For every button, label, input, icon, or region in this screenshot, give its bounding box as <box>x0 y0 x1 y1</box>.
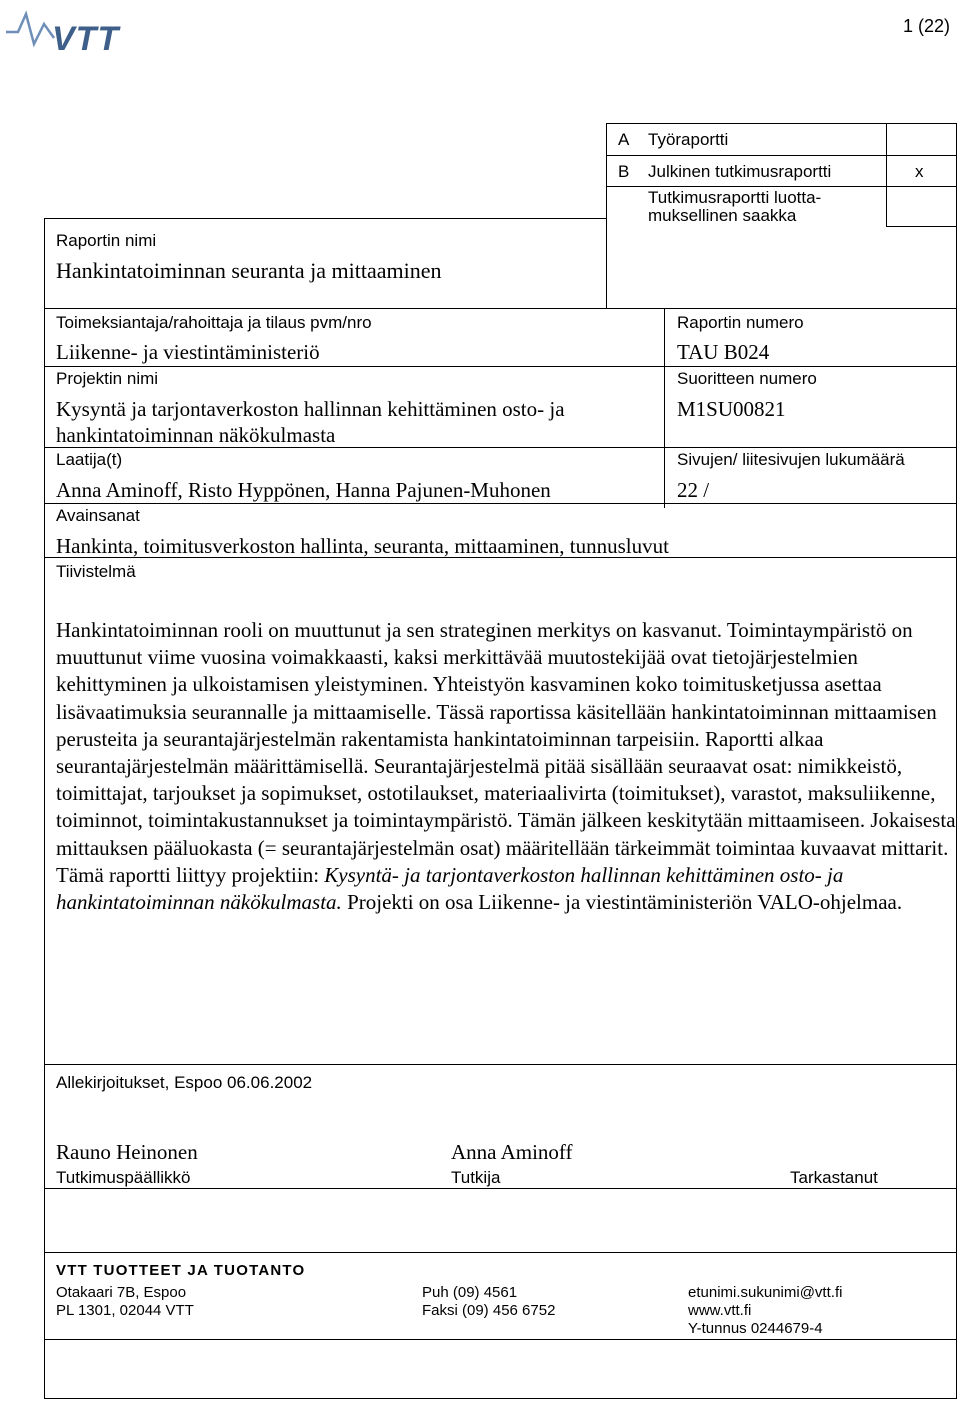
signer3-title: Tarkastanut <box>790 1168 878 1187</box>
abstract-text <box>56 617 956 916</box>
report-type-a-letter: A <box>618 130 630 149</box>
abstract-project-title: Kysyntä- ja tarjontaverkoston hallinnan kehittäminen osto- ja hankintatoiminnan näkökulmasta. <box>56 862 844 915</box>
report-name-value: Hankintatoiminnan seuranta ja mittaaminen <box>56 258 442 283</box>
client-label: Toimeksiantaja/rahoittaja ja tilaus pvm/nro <box>56 313 372 332</box>
report-type-c-label-line2: muksellinen saakka <box>648 206 797 225</box>
report-name-label: Raportin nimi <box>56 231 157 250</box>
abstract-text-main: Hankintatoiminnan rooli on muuttunut ja sen strateginen merkitys on kasvanut. Toimintaympäristö on muuttunut viime vuosina voimakkaasti, kaksi merkittävää muutostekijää ovat tietojärjestelmien kehittyminen ja ulkoistamisen yleistyminen. Yhteistyön kasvaminen koko toimitusketjussa asettaa lisävaatimuksia seurannalle ja mittaamiselle. Tässä raportissa käsitellään hankintatoiminnan mittaamisen perusteita ja seurantajärjestelmän rakentamista hankintatoiminnan tarpeisiin. Raportti alkaa seurantajärjestelmän määrittämisellä. Seurantajärjestelmä pitää sisällään seuraavat osat: nimikkeistö, toimittajat, tarjoukset ja sopimukset, ostotilaukset, materiaalivirta (toimitukset), varastot, maksuliikenne, toiminnot, toimintakustannukset ja toimintaympäristö. Tämän jälkeen keskitytään mittaamiseen. Jokaisesta mittauksen pääluokasta (= seurantajärjestelmän osat) määritellään tärkeimmät toimintaa kuvaavat mittarit. Tämä raportti liittyy projektiin: <box>56 618 956 887</box>
signatures-place-date: Allekirjoitukset, Espoo 06.06.2002 <box>56 1073 313 1092</box>
abstract-label: Tiivistelmä <box>56 562 136 581</box>
keywords-label: Avainsanat <box>56 506 140 525</box>
report-type-c-label-line1: Tutkimusraportti luotta- <box>648 188 822 207</box>
footer-address1: Otakaari 7B, Espoo <box>56 1284 187 1301</box>
signer1-title: Tutkimuspäällikkö <box>56 1168 191 1187</box>
project-value-line2: hankintatoiminnan näkökulmasta <box>56 423 336 447</box>
abstract-text-end: Projekti on osa Liikenne- ja viestintäministeriön VALO-ohjelmaa. <box>341 890 903 915</box>
vtt-logo <box>4 4 160 60</box>
footer-business-id: Y-tunnus 0244679-4 <box>688 1320 823 1337</box>
signer2-name: Anna Aminoff <box>451 1140 573 1164</box>
signer2-title: Tutkija <box>451 1168 501 1187</box>
footer-address2: PL 1301, 02044 VTT <box>56 1302 194 1319</box>
footer-web: www.vtt.fi <box>688 1302 752 1319</box>
logo-text: VTT <box>52 20 120 58</box>
report-number-value: TAU B024 <box>677 340 770 364</box>
logo-wave-graphic <box>6 14 54 44</box>
authors-value: Anna Aminoff, Risto Hyppönen, Hanna Pajunen-Muhonen <box>56 478 551 502</box>
project-value-line1: Kysyntä ja tarjontaverkoston hallinnan kehittäminen osto- ja <box>56 397 565 421</box>
report-type-b-label: Julkinen tutkimusraportti <box>648 162 832 181</box>
pages-label: Sivujen/ liitesivujen lukumäärä <box>677 450 905 469</box>
report-type-b-letter: B <box>618 162 630 181</box>
footer-phone: Puh (09) 4561 <box>422 1284 518 1301</box>
report-number-label: Raportin numero <box>677 313 804 332</box>
page-number: 1 (22) <box>902 16 950 36</box>
signer1-name: Rauno Heinonen <box>56 1140 198 1164</box>
report-type-a-label: Työraportti <box>648 130 729 149</box>
pages-value: 22 / <box>677 478 710 502</box>
performance-number-label: Suoritteen numero <box>677 369 817 388</box>
client-value: Liikenne- ja viestintäministeriö <box>56 340 320 364</box>
keywords-value: Hankinta, toimitusverkoston hallinta, seuranta, mittaaminen, tunnusluvut <box>56 534 669 558</box>
project-label: Projektin nimi <box>56 369 159 388</box>
authors-label: Laatija(t) <box>56 450 123 469</box>
footer-fax: Faksi (09) 456 6752 <box>422 1302 556 1319</box>
report-type-b-mark: x <box>915 162 924 181</box>
footer-email: etunimi.sukunimi@vtt.fi <box>688 1284 843 1301</box>
performance-number-value: M1SU00821 <box>677 397 786 421</box>
footer-org: VTT TUOTTEET JA TUOTANTO <box>56 1262 306 1279</box>
